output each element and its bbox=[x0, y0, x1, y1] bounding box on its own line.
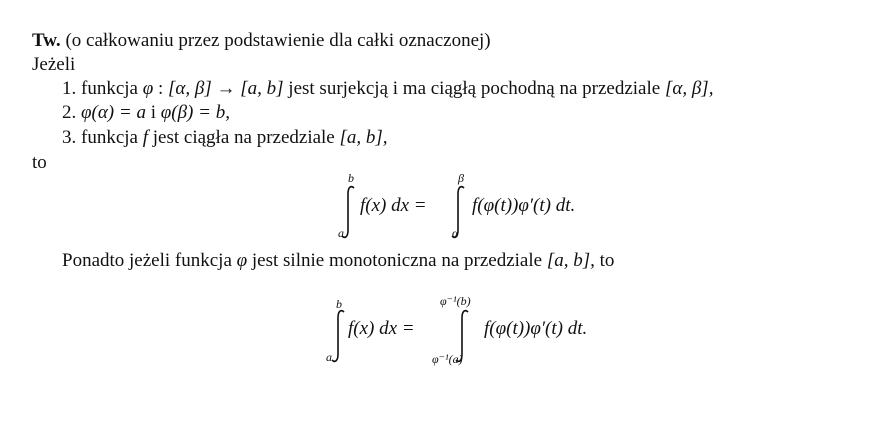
paragraph-text: to bbox=[599, 250, 615, 271]
condition-text: funkcja bbox=[81, 127, 138, 148]
theorem-label: Tw. bbox=[32, 30, 61, 51]
integral-sign bbox=[330, 308, 348, 364]
condition-1 bbox=[62, 78, 713, 100]
conclusion-text: to bbox=[32, 152, 47, 173]
condition-2 bbox=[62, 102, 230, 124]
theorem-title: (o całkowaniu przez podstawienie dla całki oznaczonej) bbox=[65, 30, 491, 51]
condition-number: 1. bbox=[62, 78, 77, 99]
condition-number: 2. bbox=[62, 102, 77, 123]
intro-text: Jeżeli bbox=[32, 54, 76, 75]
condition-text: funkcja bbox=[81, 78, 138, 99]
phi-symbol: φ bbox=[236, 250, 248, 271]
formula-1 bbox=[330, 170, 630, 250]
integral-upper-limit: β bbox=[458, 171, 464, 185]
moreover-paragraph bbox=[62, 250, 614, 272]
rhs-expression: f(φ(t))φ′(t) dt. bbox=[472, 195, 576, 216]
conjunction: i bbox=[150, 102, 156, 123]
integral-lower-limit: φ⁻¹(a) bbox=[432, 352, 463, 366]
interval-mapping: [α, β] → [a, b] bbox=[168, 78, 284, 99]
interval: [α, β], bbox=[664, 78, 714, 99]
formula-2 bbox=[320, 294, 640, 374]
f-symbol: f bbox=[142, 127, 149, 148]
theorem-header bbox=[32, 30, 491, 52]
integral-lower-limit: a bbox=[338, 226, 344, 240]
lhs-expression: f(x) dx = bbox=[348, 318, 415, 339]
rhs-expression: f(φ(t))φ′(t) dt. bbox=[484, 318, 588, 339]
condition-number: 3. bbox=[62, 127, 77, 148]
condition-text: jest surjekcją i ma ciągłą pochodną na przedziale bbox=[288, 78, 661, 99]
integral-upper-limit: b bbox=[348, 171, 354, 185]
interval: [a, b], bbox=[339, 127, 388, 148]
integral-lower-limit: a bbox=[326, 350, 332, 364]
lhs-expression: f(x) dx = bbox=[360, 195, 427, 216]
equation: φ(α) = a bbox=[81, 102, 146, 123]
paragraph-text: jest silnie monotoniczna na przedziale bbox=[251, 250, 543, 271]
equation: φ(β) = b, bbox=[160, 102, 230, 123]
condition-3 bbox=[62, 127, 388, 149]
interval: [a, b], bbox=[546, 250, 595, 271]
phi-symbol: φ bbox=[142, 78, 154, 99]
paragraph-text: Ponadto jeżeli funkcja bbox=[62, 250, 232, 271]
integral-upper-limit: b bbox=[336, 297, 342, 311]
integral-upper-limit: φ⁻¹(b) bbox=[440, 294, 471, 308]
condition-text: jest ciągła na przedziale bbox=[152, 127, 335, 148]
colon: : bbox=[153, 78, 169, 99]
integral-lower-limit: α bbox=[452, 226, 459, 240]
